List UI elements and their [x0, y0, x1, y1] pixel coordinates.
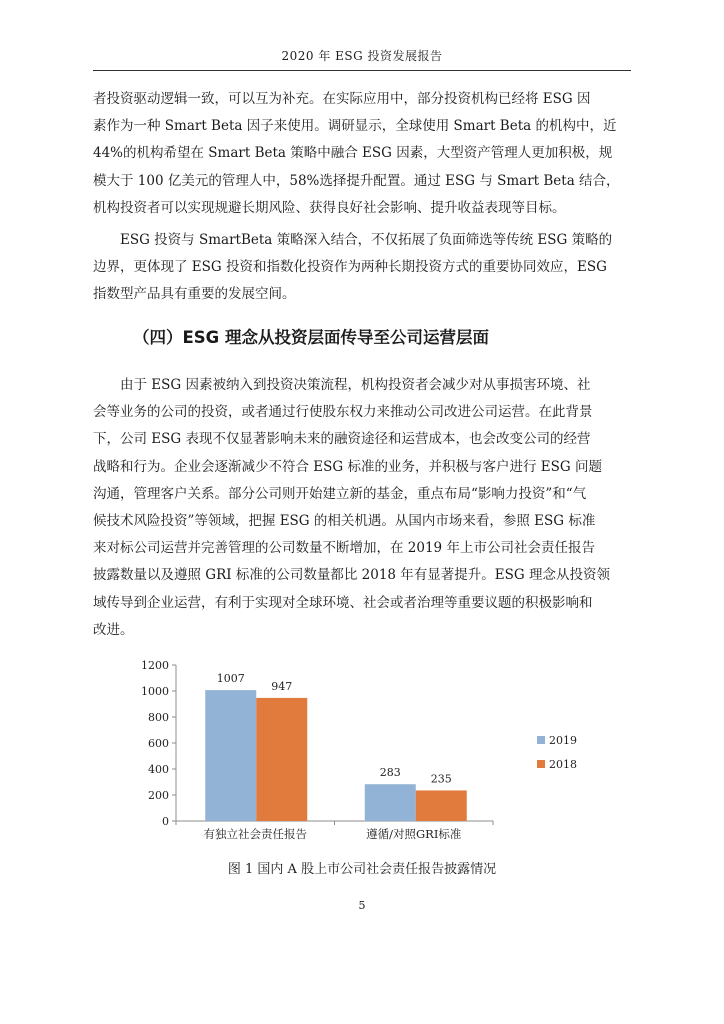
text-line: 机构投资者可以实现规避长期风险、获得良好社会影响、提升收益表现等目标。 — [93, 199, 566, 216]
text-line: 域传导到企业运营，有利于实现对全球环境、社会或者治理等重要议题的积极影响和 — [93, 594, 593, 611]
text-line: 候技术风险投资”等领域，把握 ESG 的相关机遇。从国内市场来看，参照 ESG 标准 — [93, 512, 596, 529]
paragraph-1 — [93, 86, 631, 222]
y-tick-label: 0 — [162, 815, 169, 828]
bar-chart — [93, 650, 631, 840]
bar-chart-figure — [93, 650, 631, 840]
text-line: 模大于 100 亿美元的管理人中，58%选择提升配置。通过 ESG 与 Smart Beta 结合， — [93, 172, 620, 189]
text-line: 下，公司 ESG 表现不仅显著影响未来的融资途径和运营成本，也会改变公司的经营 — [93, 431, 591, 448]
text-line: 战略和行为。企业会逐渐减少不符合 ESG 标准的业务，并积极与客户进行 ESG 问题 — [93, 458, 602, 475]
legend-swatch-2018 — [537, 760, 545, 768]
text-line: 指数型产品具有重要的发展空间。 — [93, 286, 296, 303]
data-label: 235 — [430, 772, 452, 786]
bar-2019-0 — [205, 690, 256, 821]
y-tick-label: 1000 — [141, 685, 169, 698]
running-header: 2020 年 ESG 投资发展报告 — [281, 49, 443, 63]
text-line: 素作为一种 Smart Beta 因子来使用。调研显示，全球使用 Smart Beta 的机构中，近 — [93, 118, 617, 135]
y-tick-label: 600 — [148, 737, 169, 750]
text-line: 沟通，管理客户关系。部分公司则开始建立新的基金，重点布局“影响力投资”和“气 — [93, 485, 587, 502]
text-line: 会等业务的公司的投资，或者通过行使股东权力来推动公司改进公司运营。在此背景 — [93, 404, 593, 421]
text-line: 者投资驱动逻辑一致，可以互为补充。在实际应用中，部分投资机构已经将 ESG 因 — [93, 91, 591, 107]
text-line: 披露数量以及遵照 GRI 标准的公司数量都比 2018 年有显著提升。ESG 理念从投资领 — [93, 567, 610, 584]
text-line: 44%的机构希望在 Smart Beta 策略中融合 ESG 因素，大型资产管理人更加积极，规 — [93, 145, 613, 162]
text-line: 改进。 — [93, 621, 134, 638]
legend-label: 2019 — [549, 734, 577, 747]
bar-2019-1 — [365, 784, 416, 821]
x-category-label: 遵循/对照GRI标准 — [366, 827, 462, 840]
header-rule — [93, 70, 631, 71]
paragraph-2 — [93, 227, 631, 309]
section-heading: （四）ESG 理念从投资层面传导至公司运营层面 — [133, 328, 489, 347]
legend-swatch-2019 — [537, 736, 545, 744]
page-number: 5 — [358, 899, 366, 912]
data-label: 283 — [379, 766, 401, 780]
y-tick-label: 1200 — [141, 659, 169, 672]
text-line: 由于 ESG 因素被纳入到投资决策流程，机构投资者会减少对从事损害环境、社 — [93, 377, 591, 393]
data-label: 1007 — [216, 672, 245, 686]
text-line: 边界，更体现了 ESG 投资和指数化投资作为两种长期投资方式的重要协同效应，ESG — [93, 259, 607, 276]
paragraph-3 — [93, 372, 631, 644]
bar-2018-0 — [256, 698, 307, 821]
y-tick-label: 200 — [148, 789, 169, 802]
figure-caption: 图 1 国内 A 股上市公司社会责任报告披露情况 — [227, 862, 497, 877]
legend-label: 2018 — [549, 758, 577, 771]
text-line: ESG 投资与 SmartBeta 策略深入结合，不仅拓展了负面筛选等传统 ESG 策略的 — [93, 232, 613, 248]
text-line: 来对标公司运营并完善管理的公司数量不断增加，在 2019 年上市公司社会责任报告 — [93, 540, 595, 557]
x-category-label: 有独立社会责任报告 — [203, 827, 307, 840]
bar-2018-1 — [416, 790, 467, 821]
y-tick-label: 800 — [148, 711, 169, 724]
y-tick-label: 400 — [148, 763, 169, 776]
data-label: 947 — [271, 679, 293, 693]
